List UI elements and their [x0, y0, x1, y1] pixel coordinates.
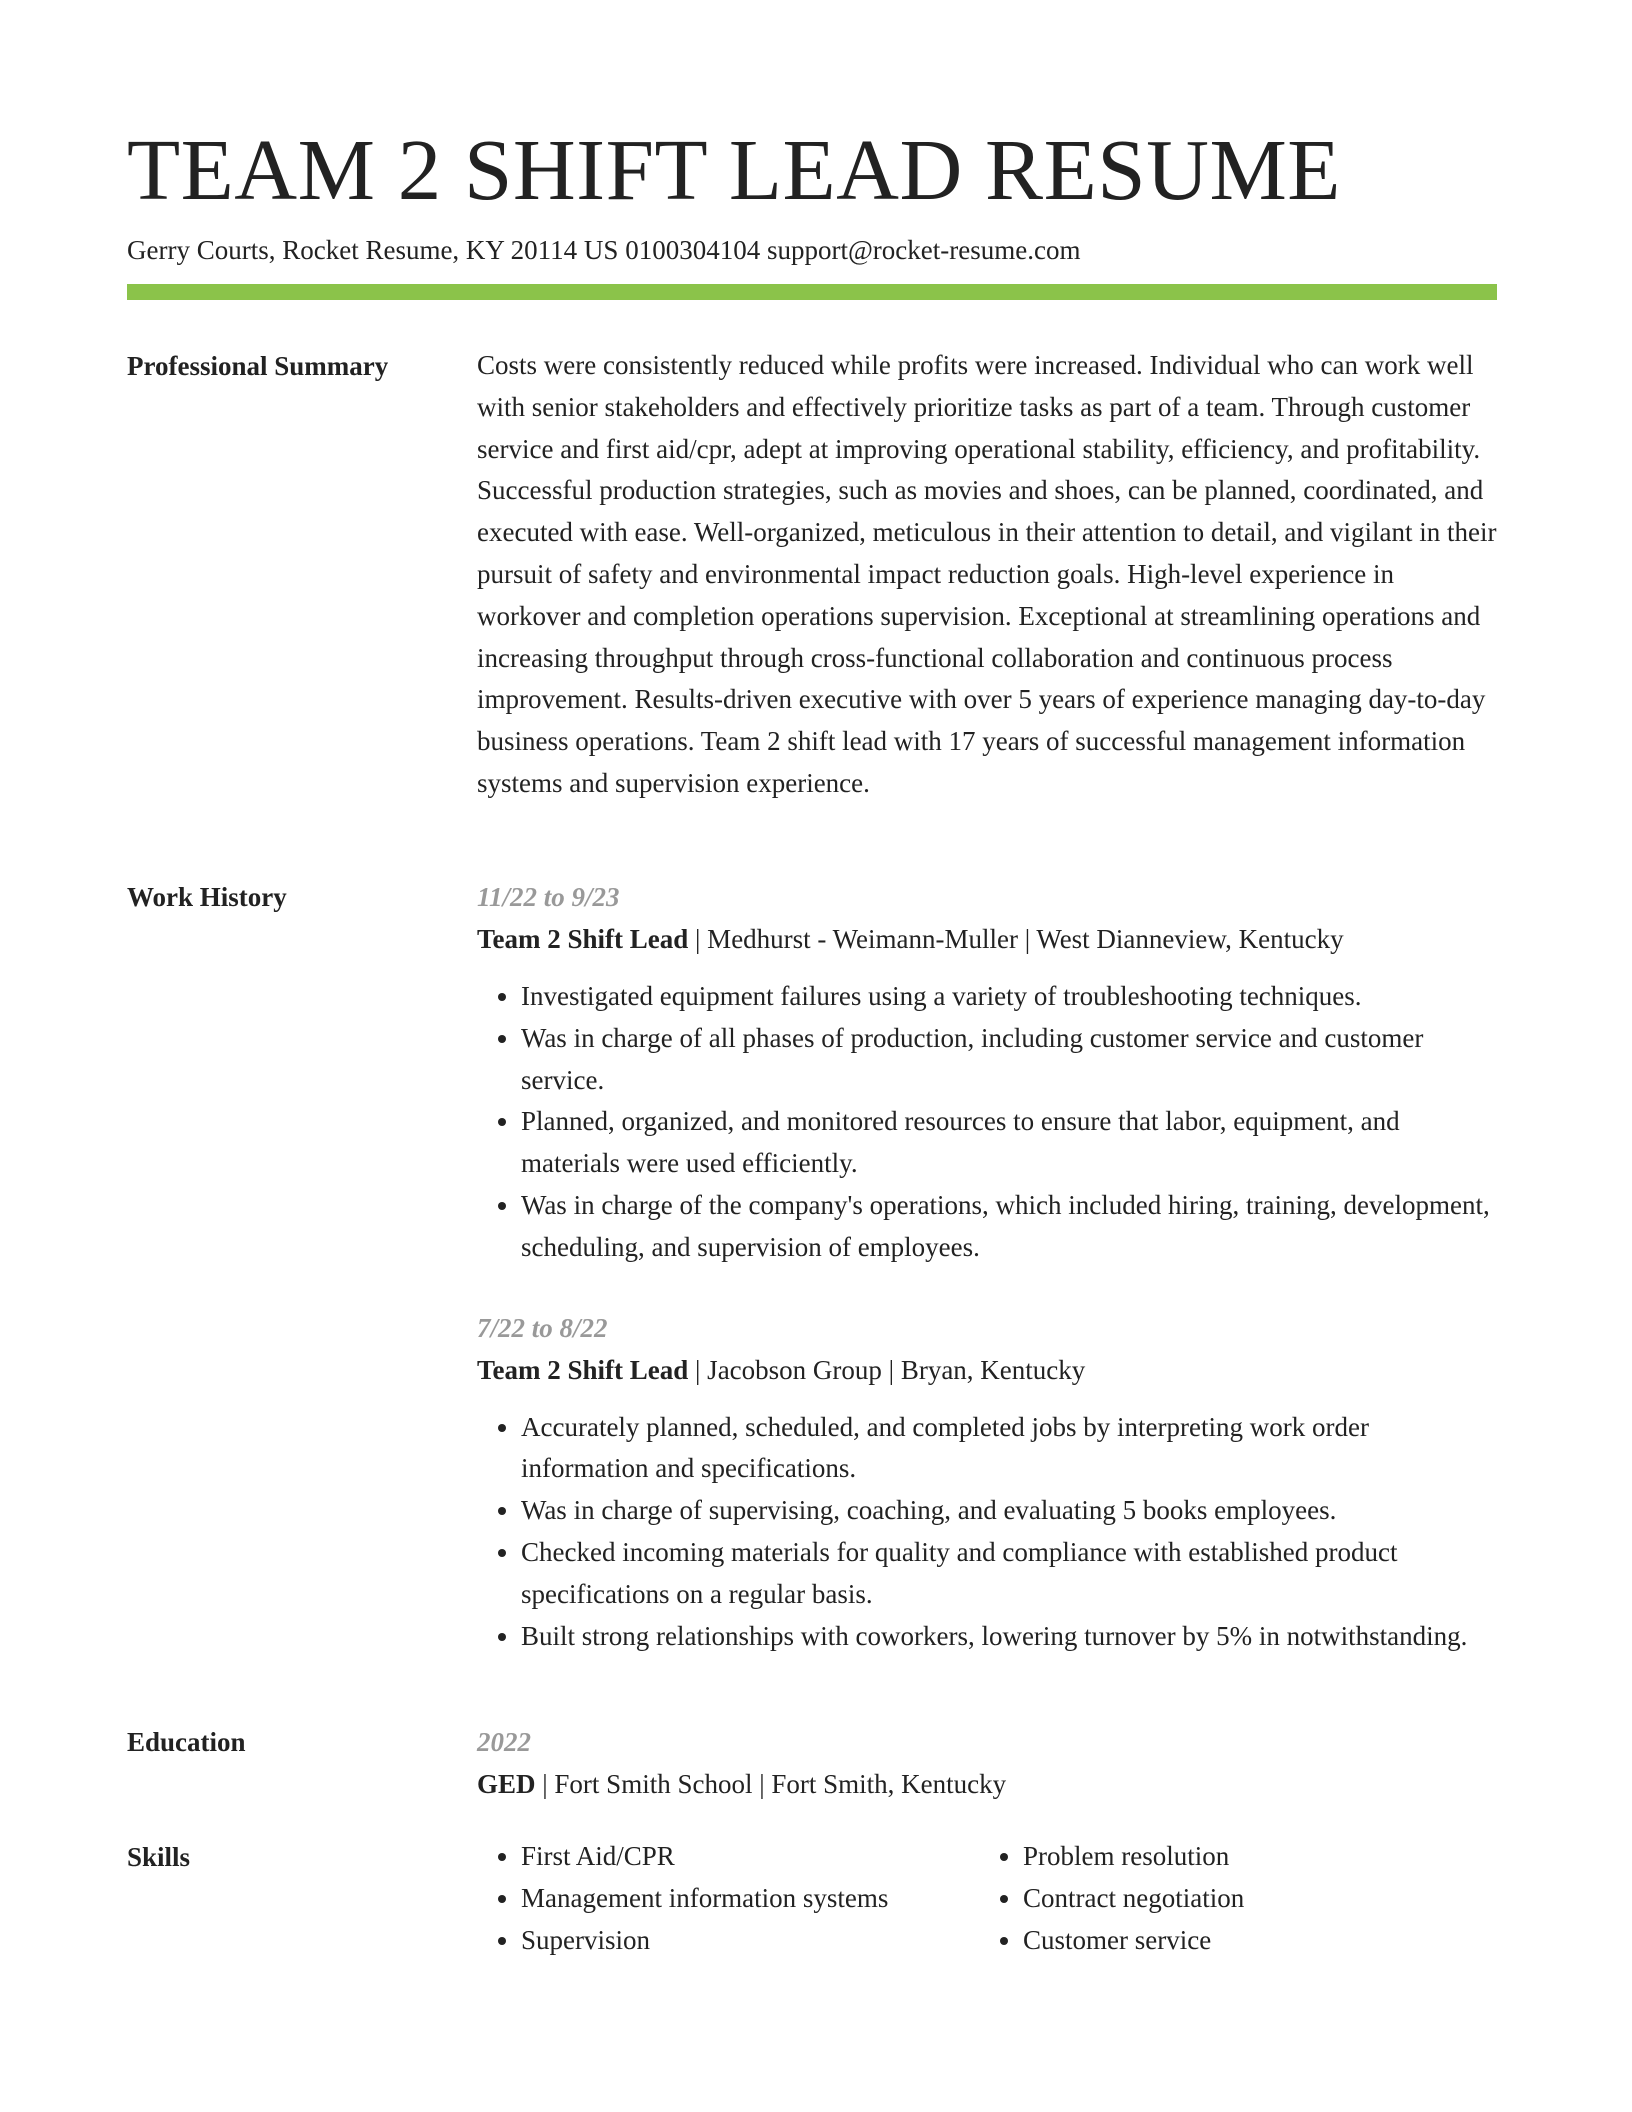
summary-text: Costs were consistently reduced while profits were increased. Individual who can work well with senior stakeholders and effectively prioritize tasks as part of a team. Through customer service and first aid/cpr, adept at improving operational stability, efficiency, and profitability. Successful production strategies, such as movies and shoes, can be planned, coordinated, and executed with ease. Well-organized, meticulous in their attention to detail, and vigilant in their pursuit of safety and environmental impact reduction goals. High-level experience in workover and completion operations supervision. Exceptional at streamlining operations and increasing throughput through cross-functional collaboration and continuous process improvement. Results-driven executive with over 5 years of experience managing day-to-day business operations. Team 2 shift lead with 17 years of successful management information systems and supervision experience.: [477, 350, 1497, 798]
job-dates: 7/22 to 8/22: [477, 1312, 608, 1343]
skill-item: • Contract negotiation: [1023, 1878, 1481, 1920]
job-title: Team 2 Shift Lead: [477, 924, 689, 954]
job-dates: 11/22 to 9/23: [477, 882, 620, 912]
job-bullet: • Investigated equipment failures using a variety of troubleshooting techniques.: [521, 976, 1497, 1018]
section-label-summary: Professional Summary: [127, 351, 389, 381]
job-role-line: [477, 1349, 1497, 1391]
job-bullet: • Built strong relationships with coworkers, lowering turnover by 5% in notwithstanding.: [521, 1616, 1497, 1658]
job-bullets: [477, 1407, 1497, 1658]
skill-item: • First Aid/CPR: [521, 1836, 979, 1878]
job-bullet: • Checked incoming materials for quality and compliance with established product specifications on a regular basis.: [521, 1532, 1497, 1616]
skills-content: [477, 1836, 1497, 1961]
education-details: | Fort Smith School | Fort Smith, Kentucky: [535, 1769, 1007, 1799]
skill-item: • Management information systems: [521, 1878, 979, 1920]
job-role-line: [477, 918, 1497, 960]
job-bullets: [477, 976, 1497, 1269]
job-details: | Medhurst - Weimann-Muller | West Dianneview, Kentucky: [688, 924, 1344, 954]
resume-header: [127, 118, 1497, 268]
skills-list-left: [477, 1836, 979, 1961]
skill-item: • Supervision: [521, 1920, 979, 1962]
job-bullet: • Accurately planned, scheduled, and completed jobs by interpreting work order information and specifications.: [521, 1407, 1497, 1491]
section-label-work-history: Work History: [127, 882, 287, 912]
job-bullet: • Was in charge of the company's operations, which included hiring, training, development, scheduling, and supervision of employees.: [521, 1185, 1497, 1269]
job-title: Team 2 Shift Lead: [477, 1354, 689, 1385]
job-bullet: • Was in charge of supervising, coaching, and evaluating 5 books employees.: [521, 1490, 1497, 1532]
skills-columns: [477, 1836, 1497, 1961]
contact-info: Gerry Courts, Rocket Resume, KY 20114 US 0100304104 support@rocket-resume.com: [127, 235, 1081, 265]
job-bullet: • Planned, organized, and monitored resources to ensure that labor, equipment, and materials were used efficiently.: [521, 1101, 1497, 1185]
section-label-education: Education: [127, 1727, 246, 1757]
education-degree: GED: [477, 1769, 536, 1799]
skills-list-right: [979, 1836, 1481, 1961]
job-details: | Jacobson Group | Bryan, Kentucky: [688, 1354, 1086, 1385]
education-year: 2022: [477, 1727, 531, 1757]
job-entry: [477, 1307, 1497, 1658]
header-divider: [127, 284, 1497, 300]
job-bullet: • Was in charge of all phases of production, including customer service and customer service.: [521, 1018, 1497, 1102]
education-content: [477, 1721, 1497, 1805]
work-history-content: [477, 876, 1497, 1657]
skill-item: • Customer service: [1023, 1920, 1481, 1962]
job-entry: [477, 876, 1497, 1269]
resume-title: TEAM 2 SHIFT LEAD RESUME: [127, 121, 1341, 218]
education-line: [477, 1763, 1497, 1805]
summary-content: [477, 345, 1497, 805]
section-label-skills: Skills: [127, 1842, 191, 1872]
skill-item: • Problem resolution: [1023, 1836, 1481, 1878]
